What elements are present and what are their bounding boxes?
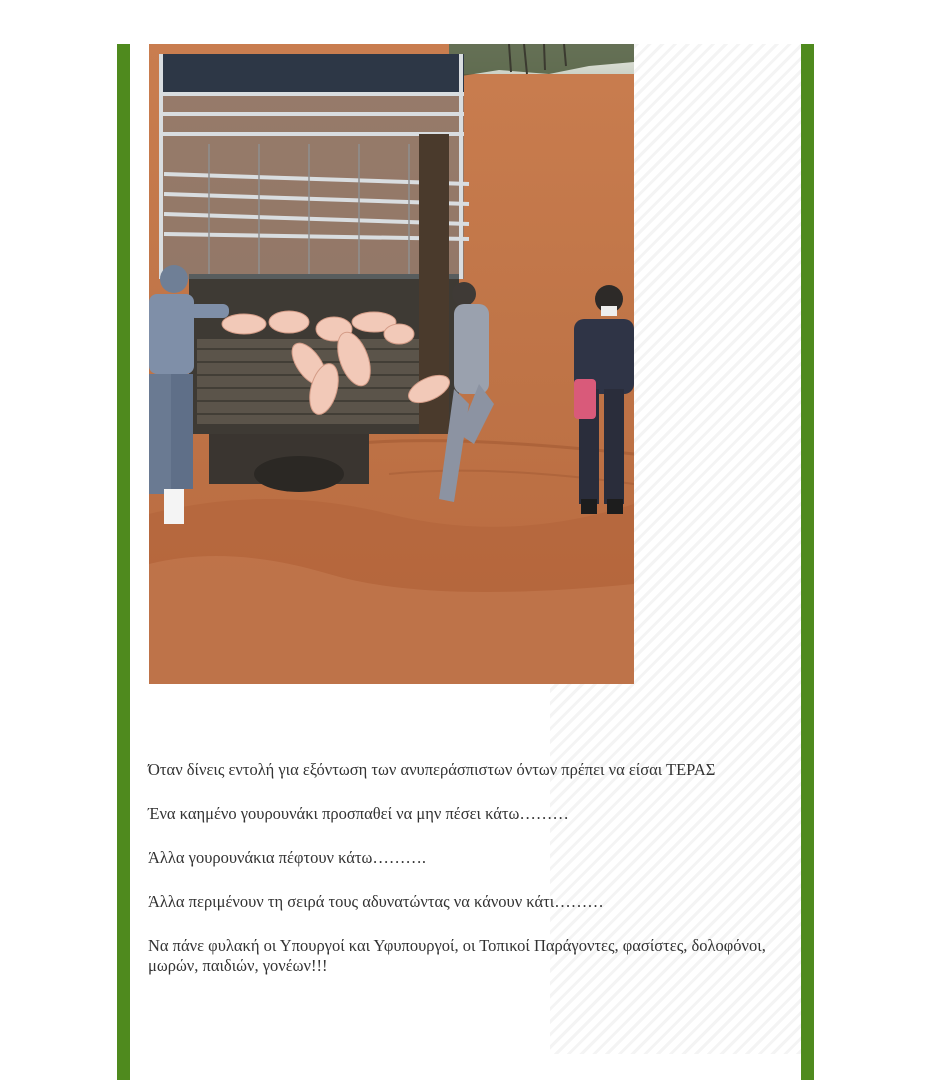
left-border (117, 44, 130, 1080)
paragraph-4: Άλλα περιμένουν τη σειρά τους αδυνατώντας να κάνουν κάτι……… (148, 892, 604, 911)
article-text (148, 760, 788, 1000)
paragraph-2: Ένα καημένο γουρουνάκι προσπαθεί να μην πέσει κάτω……… (148, 804, 569, 823)
paragraph-1: Όταν δίνεις εντολή για εξόντωση των ανυπεράσπιστων όντων πρέπει να είσαι ΤΕΡΑΣ (148, 760, 716, 779)
paragraph-3: Άλλα γουρουνάκια πέφτουν κάτω………. (148, 848, 427, 867)
right-border (801, 44, 814, 1080)
photo-truck-pigs (149, 44, 634, 684)
paragraph-5: Να πάνε φυλακή οι Υπουργοί και Υφυπουργοί, οι Τοπικοί Παράγοντες, φασίστες, δολοφόνοι, μωρών, παιδιών, γονέων!!! (148, 936, 766, 975)
